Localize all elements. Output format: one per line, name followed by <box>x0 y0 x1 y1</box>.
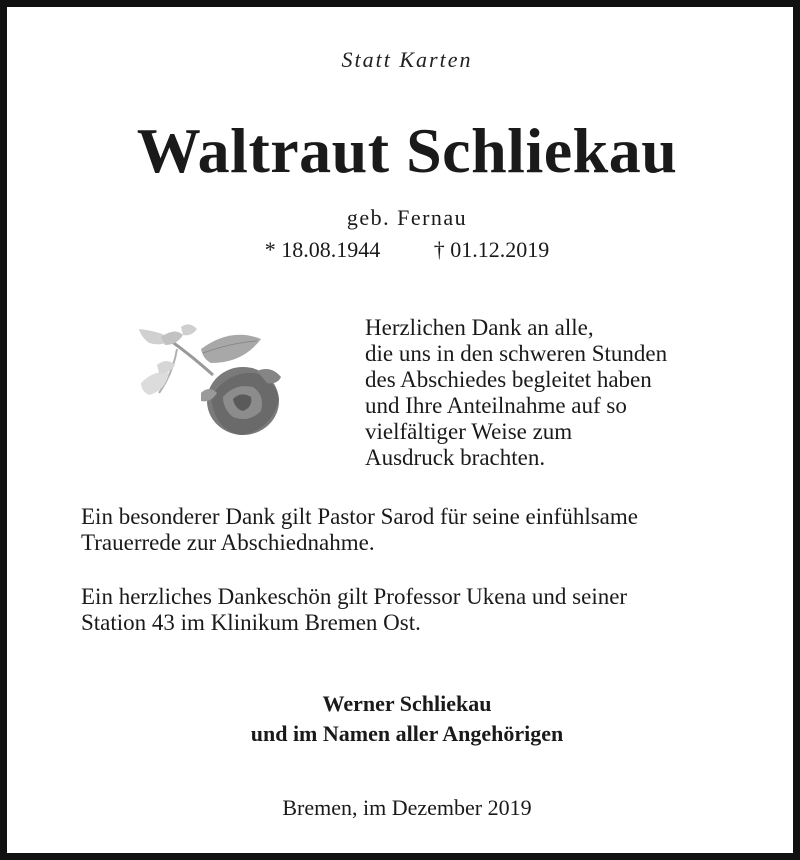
thanks-block <box>365 315 765 471</box>
thanks-line: Ausdruck brachten. <box>365 445 546 470</box>
deceased-name: Waltraut Schliekau <box>136 115 678 186</box>
clinic-thanks-paragraph <box>81 584 761 636</box>
pastor-thanks-paragraph <box>81 504 761 556</box>
death-date: † 01.12.2019 <box>433 237 550 262</box>
place-date: Bremen, im Dezember 2019 <box>282 795 532 820</box>
thanks-line: vielfältiger Weise zum <box>365 419 573 444</box>
life-dates <box>7 237 800 263</box>
thanks-line: die uns in den schweren Stunden <box>365 341 668 366</box>
paragraph-line: Trauerrede zur Abschiednahme. <box>81 530 375 555</box>
paragraph-line: Ein besonderer Dank gilt Pastor Sarod für seine einfühlsame <box>81 504 638 529</box>
signature-name: Werner Schliekau <box>322 691 492 716</box>
birth-name: geb. Fernau <box>346 205 468 230</box>
signature <box>7 689 800 749</box>
paragraph-line: Ein herzliches Dankeschön gilt Professor Ukena und seiner <box>81 584 628 609</box>
rose-illustration-icon <box>131 313 291 443</box>
thanks-line: Herzlichen Dank an alle, <box>365 315 594 340</box>
birth-date: * 18.08.1944 <box>264 237 381 262</box>
thanks-line: des Abschiedes begleitet haben <box>365 367 652 392</box>
signature-note: und im Namen aller Angehörigen <box>250 721 564 746</box>
thanks-line: und Ihre Anteilnahme auf so <box>365 393 627 418</box>
header-note: Statt Karten <box>341 47 473 72</box>
paragraph-line: Station 43 im Klinikum Bremen Ost. <box>81 610 421 635</box>
